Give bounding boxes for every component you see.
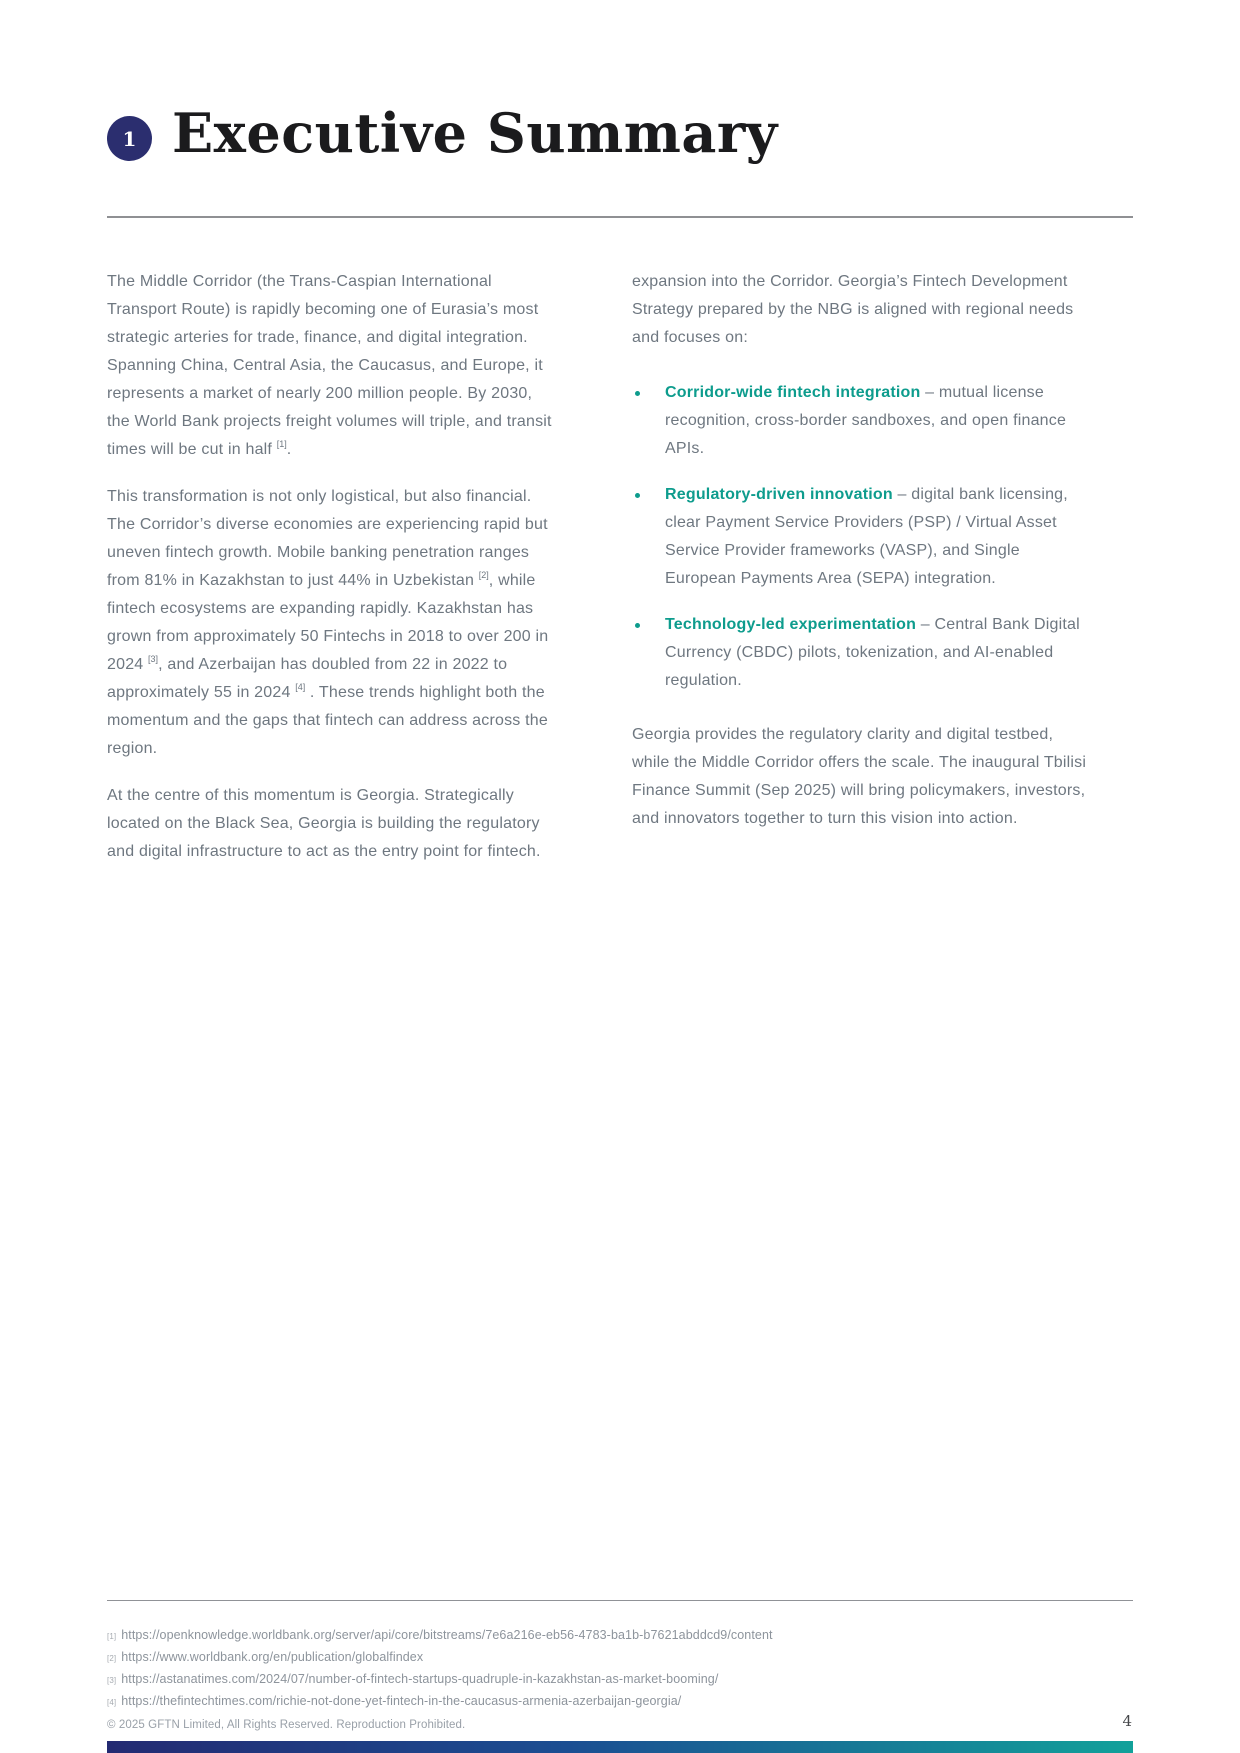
footnote xyxy=(107,1669,1133,1691)
footnote-marker: [1] xyxy=(107,1632,117,1641)
paragraph: expansion into the Corridor. Georgia’s Fintech Development Strategy prepared by the NBG is aligned with regional needs and focuses on: xyxy=(632,273,1074,346)
paragraph: The Middle Corridor (the Trans-Caspian International Transport Route) is rapidly becoming one of Eurasia’s most strategic arteries for trade, finance, and digital integration. Spanning China, Central Asia, the Caucasus, and Europe, it represents a market of nearly 200 million people. By 2030, the World Bank projects freight volumes will triple, and transit times will be cut in half [1]. xyxy=(107,273,552,458)
footnote xyxy=(107,1625,1133,1647)
bullet-icon xyxy=(635,623,640,628)
body-columns xyxy=(107,268,1133,885)
bullet-item xyxy=(632,481,1090,593)
footnote-marker: [2] xyxy=(107,1654,117,1663)
section-number-badge xyxy=(107,116,152,161)
bullet-text: Regulatory-driven innovation – digital bank licensing, clear Payment Service Providers (PSP) / Virtual Asset Service Provider frameworks (VASP), and Single European Payments Area (SEPA) integration. xyxy=(665,486,1068,587)
bullet-list xyxy=(632,379,1090,695)
bullet-icon xyxy=(635,493,640,498)
right-column xyxy=(632,268,1090,885)
footnote xyxy=(107,1691,1133,1713)
bullet-item xyxy=(632,379,1090,463)
bullet-icon xyxy=(635,391,640,396)
bullet-item xyxy=(632,611,1090,695)
footer-gradient-bar xyxy=(107,1741,1133,1753)
footnote-url[interactable]: https://openknowledge.worldbank.org/server/api/core/bitstreams/7e6a216e-eb56-4783-ba1b-b7621abddcd9/content xyxy=(121,1628,773,1642)
bullet-text: Technology-led experimentation – Central Bank Digital Currency (CBDC) pilots, tokenization, and AI-enabled regulation. xyxy=(665,616,1080,689)
paragraph: Georgia provides the regulatory clarity and digital testbed, while the Middle Corridor offers the scale. The inaugural Tbilisi Finance Summit (Sep 2025) will bring policymakers, investors, and innovators together to turn this vision into action. xyxy=(632,726,1087,827)
paragraph: At the centre of this momentum is Georgia. Strategically located on the Black Sea, Georgia is building the regulatory and digital infrastructure to act as the entry point for fintech. xyxy=(107,787,541,860)
copyright-notice: © 2025 GFTN Limited, All Rights Reserved. Reproduction Prohibited. xyxy=(107,1719,466,1731)
footnotes-section xyxy=(107,1600,1133,1713)
page-number: 4 xyxy=(1122,1712,1132,1730)
footnote-url[interactable]: https://thefintechtimes.com/richie-not-done-yet-fintech-in-the-caucasus-armenia-azerbaijan-georgia/ xyxy=(121,1694,682,1708)
page-title: Executive Summary xyxy=(172,101,778,165)
bullet-text: Corridor-wide fintech integration – mutual license recognition, cross-border sandboxes, and open finance APIs. xyxy=(665,384,1067,457)
title-divider xyxy=(107,216,1133,218)
paragraph: This transformation is not only logistical, but also financial. The Corridor’s diverse economies are experiencing rapid but uneven fintech growth. Mobile banking penetration ranges from 81% in Kazakhstan to just 44% in Uzbekistan [2], while fintech ecosystems are expanding rapidly. Kazakhstan has grown from approximately 50 Fintechs in 2018 to over 200 in 2024 [3], and Azerbaijan has doubled from 22 in 2022 to approximately 55 in 2024 [4] . These trends highlight both the momentum and the gaps that fintech can address across the region. xyxy=(107,488,549,757)
footnote-marker: [4] xyxy=(107,1698,117,1707)
section-number: 1 xyxy=(122,126,137,151)
footnote-url[interactable]: https://astanatimes.com/2024/07/number-of-fintech-startups-quadruple-in-kazakhstan-as-market-booming/ xyxy=(121,1672,719,1686)
left-column xyxy=(107,268,553,885)
footnote xyxy=(107,1647,1133,1669)
section-header xyxy=(107,100,778,166)
footnote-marker: [3] xyxy=(107,1676,117,1685)
footnote-url[interactable]: https://www.worldbank.org/en/publication/globalfindex xyxy=(121,1650,424,1664)
